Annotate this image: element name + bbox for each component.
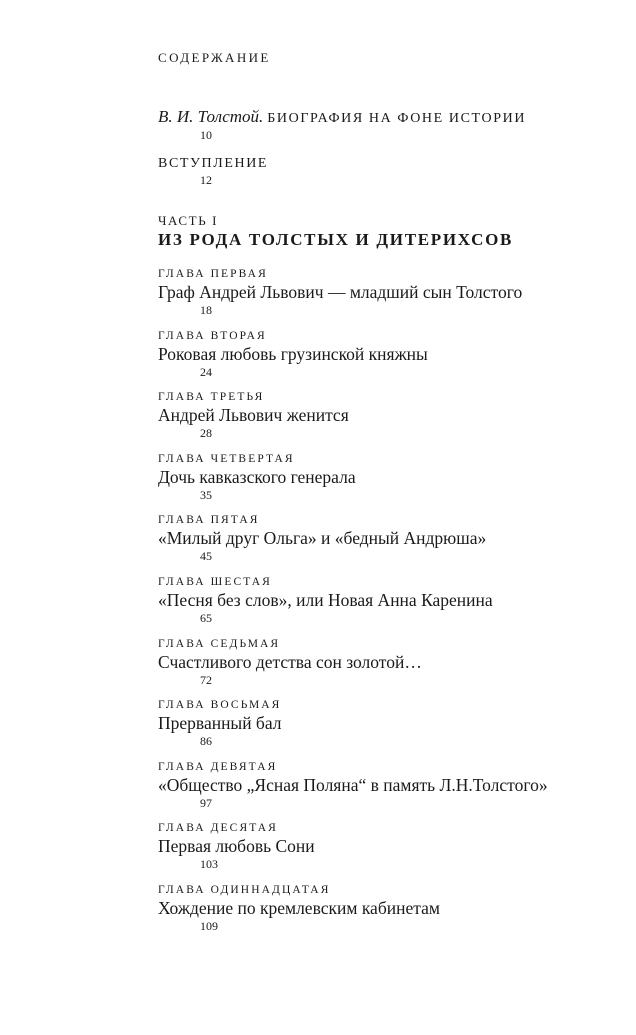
chapter-title: Андрей Львович женится <box>158 405 349 426</box>
part-label: ЧАСТЬ I <box>158 213 219 228</box>
toc-entry-chapter-1[interactable] <box>158 267 618 329</box>
chapter-label: ГЛАВА ПЯТАЯ <box>158 514 260 527</box>
toc-entry-chapter-9[interactable] <box>158 760 618 822</box>
toc-entry-chapter-2[interactable] <box>158 329 618 391</box>
chapter-page-number: 35 <box>200 487 212 502</box>
chapter-page-number: 86 <box>200 734 212 749</box>
chapter-title: Граф Андрей Львович — младший сын Толстого <box>158 282 523 302</box>
chapter-title: «Милый друг Ольга» и «бедный Андрюша» <box>158 528 487 549</box>
chapter-label: ГЛАВА ДЕСЯТАЯ <box>158 822 278 835</box>
chapter-title: Роковая любовь грузинской княжны <box>158 343 428 364</box>
chapter-title: «Песня без слов», или Новая Анна Каренина <box>158 589 493 610</box>
chapter-page-number: 65 <box>200 610 212 625</box>
toc-entry-chapter-6[interactable] <box>158 575 618 637</box>
part-title: ИЗ РОДА ТОЛСТЫХ И ДИТЕРИХСОВ <box>158 230 514 249</box>
toc-entry-chapter-7[interactable] <box>158 637 618 699</box>
chapter-page-number: 72 <box>200 672 212 687</box>
chapter-title: Дочь кавказского генерала <box>158 466 356 487</box>
chapter-label: ГЛАВА ЧЕТВЕРТАЯ <box>158 452 295 465</box>
toc-entry-chapter-5[interactable] <box>158 513 618 575</box>
entry-page-number: 12 <box>200 173 212 187</box>
toc-entry-chapter-4[interactable] <box>158 452 618 514</box>
toc-entry-chapter-8[interactable] <box>158 698 618 760</box>
toc-entry-biography[interactable] <box>158 107 618 143</box>
chapter-page-number: 45 <box>200 549 212 564</box>
toc-entry-chapter-11[interactable] <box>158 883 618 945</box>
chapter-page-number: 109 <box>200 918 218 933</box>
chapter-label: ГЛАВА ОДИННАДЦАТАЯ <box>158 883 331 896</box>
chapter-label: ГЛАВА ВТОРАЯ <box>158 329 267 342</box>
chapter-title: «Общество „Ясная Поляна“ в память Л.Н.Толстого» <box>158 774 548 795</box>
chapter-title: Хождение по кремлевским кабинетам <box>158 897 440 918</box>
toc-entry-introduction[interactable] <box>158 154 618 188</box>
chapter-label: ГЛАВА ТРЕТЬЯ <box>158 391 265 404</box>
entry-author: В. И. Толстой. <box>158 107 264 126</box>
table-of-contents <box>158 49 618 945</box>
chapter-label: ГЛАВА ВОСЬМАЯ <box>158 699 282 712</box>
chapter-page-number: 24 <box>200 364 212 379</box>
chapter-page-number: 103 <box>200 857 218 872</box>
toc-heading: СОДЕРЖАНИЕ <box>158 50 271 65</box>
chapter-label: ГЛАВА ПЕРВАЯ <box>158 268 268 280</box>
chapter-page-number: 28 <box>200 426 212 441</box>
chapter-label: ГЛАВА ДЕВЯТАЯ <box>158 760 278 773</box>
chapter-page-number: 97 <box>200 795 212 810</box>
chapter-title: Счастливого детства сон золотой… <box>158 651 422 672</box>
chapter-label: ГЛАВА ШЕСТАЯ <box>158 575 272 588</box>
chapter-page-number: 18 <box>200 303 212 317</box>
entry-page-number: 10 <box>200 128 212 142</box>
part-heading <box>158 213 618 251</box>
entry-title <box>158 154 618 173</box>
entry-title-text: ВСТУПЛЕНИЕ <box>158 156 269 171</box>
chapter-title: Прерванный бал <box>158 713 282 734</box>
chapter-label: ГЛАВА СЕДЬМАЯ <box>158 637 281 650</box>
chapter-title: Первая любовь Сони <box>158 836 315 857</box>
toc-entry-chapter-10[interactable] <box>158 821 618 883</box>
entry-title <box>158 107 618 128</box>
toc-entry-chapter-3[interactable] <box>158 390 618 452</box>
entry-title-text: БИОГРАФИЯ НА ФОНЕ ИСТОРИИ <box>267 111 527 126</box>
